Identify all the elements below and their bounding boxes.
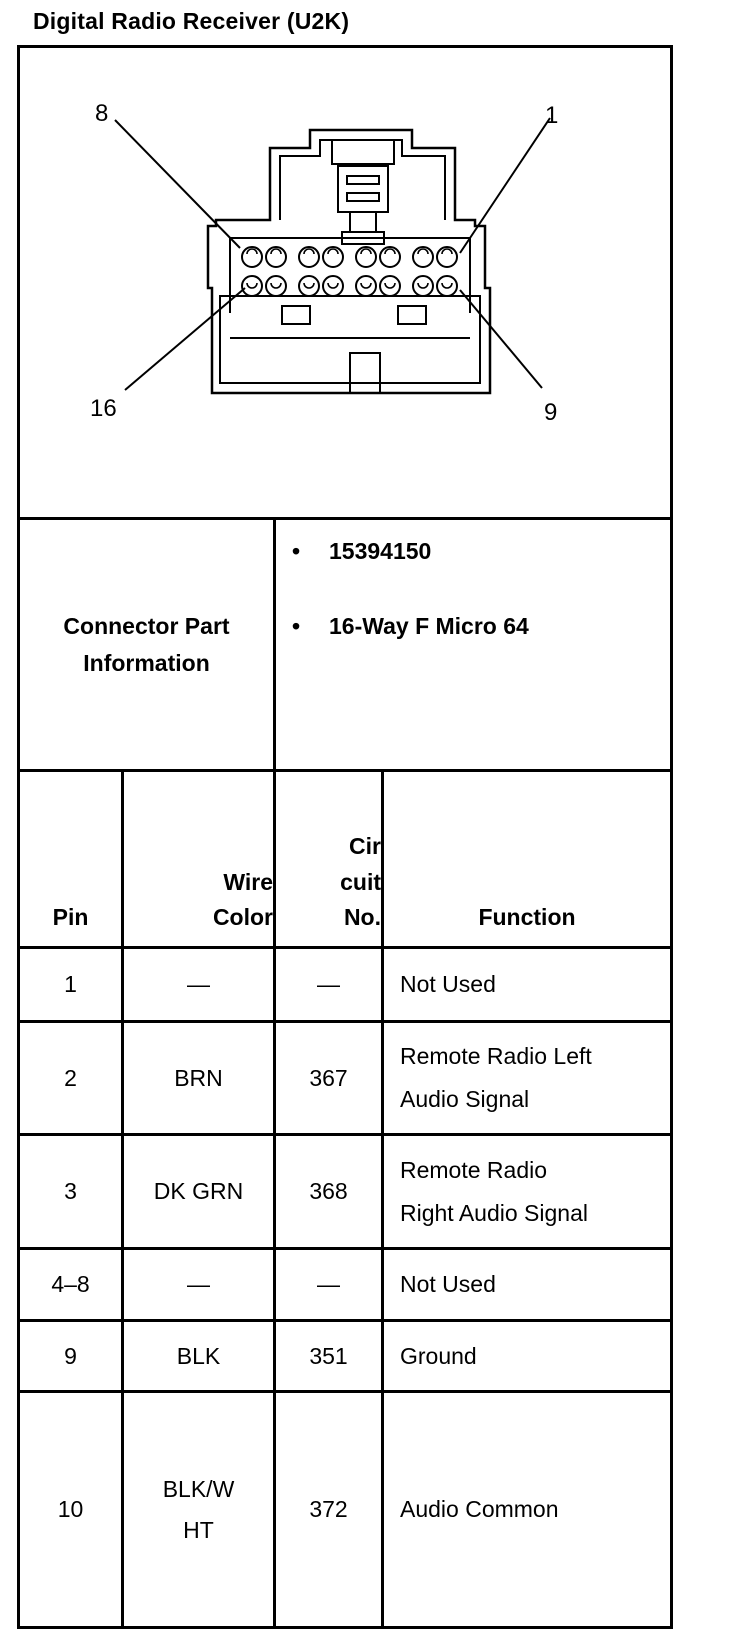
row6-wire-color: BLK/W HT (162, 1476, 235, 1543)
pin-label-8: 8 (95, 100, 109, 127)
cavity-terminal (247, 249, 257, 254)
pin-label-1: 1 (545, 102, 559, 129)
connector-cavity (323, 247, 343, 267)
connector-cavity (437, 247, 457, 267)
cavity-terminal (304, 249, 314, 254)
connector-cavity (413, 276, 433, 296)
connector-cavity (380, 276, 400, 296)
cavity-terminal (418, 249, 428, 254)
row5-pin: 9 (64, 1342, 77, 1369)
pin-label-9: 9 (544, 399, 558, 426)
page-title: Digital Radio Receiver (U2K) (33, 8, 350, 34)
row2-pin: 2 (64, 1064, 77, 1091)
connector-part-label-line2: Information (83, 649, 210, 676)
row2-wire-color: BRN (174, 1064, 223, 1091)
connector-cavity (380, 247, 400, 267)
row2-function: Remote Radio Left Audio Signal (400, 1043, 592, 1112)
cavity-terminal (442, 283, 452, 288)
row3-circuit: 368 (309, 1178, 348, 1205)
cavity-terminal (247, 283, 257, 288)
row3-pin: 3 (64, 1178, 77, 1205)
connector-cavity (299, 276, 319, 296)
connector-cavity (266, 276, 286, 296)
header-function: Function (478, 904, 576, 931)
cavity-terminal (361, 283, 371, 288)
cavity-terminal (361, 249, 371, 254)
row5-wire-color: BLK (176, 1342, 221, 1369)
connector-cavity (413, 247, 433, 267)
connector-cavity (299, 247, 319, 267)
header-circuit-no: Cir cuit No. (340, 833, 381, 931)
cavity-terminal (271, 249, 281, 254)
row1-pin: 1 (64, 971, 77, 998)
row6-circuit: 372 (309, 1496, 348, 1523)
connector-cavity (437, 276, 457, 296)
pin-label-16: 16 (90, 395, 117, 422)
row6-function: Audio Common (400, 1496, 559, 1523)
row1-function: Not Used (400, 971, 496, 998)
connector-description: • 16-Way F Micro 64 (292, 613, 529, 639)
cavity-terminal (385, 249, 395, 254)
connector-cavity (242, 247, 262, 267)
row3-function: Remote Radio Right Audio Signal (400, 1156, 588, 1226)
cavity-terminal (442, 249, 452, 254)
row2-circuit: 367 (309, 1064, 348, 1091)
connector-cavity (242, 276, 262, 296)
row4-function: Not Used (400, 1271, 496, 1298)
header-pin: Pin (52, 904, 89, 931)
row1-wire-color: — (187, 971, 210, 998)
row4-pin: 4–8 (51, 1271, 90, 1298)
cavity-terminal (328, 249, 338, 254)
row3-wire-color: DK GRN (153, 1178, 244, 1205)
row5-function: Ground (400, 1342, 477, 1369)
connector-diagram (20, 48, 670, 518)
row1-circuit: — (317, 971, 340, 998)
connector-cavity (356, 247, 376, 267)
header-wire-color: Wire Color (212, 868, 273, 931)
connector-cavity (356, 276, 376, 296)
cavity-terminal (271, 283, 281, 288)
cavity-terminal (328, 283, 338, 288)
row5-circuit: 351 (309, 1342, 348, 1369)
connector-cavity (266, 247, 286, 267)
row4-wire-color: — (187, 1271, 210, 1298)
cavity-terminal (418, 283, 428, 288)
connector-cavity (323, 276, 343, 296)
cavity-terminal (385, 283, 395, 288)
row6-pin: 10 (57, 1496, 84, 1523)
connector-part-label-line1: Connector Part (63, 612, 230, 639)
connector-part-info-label (20, 520, 273, 769)
cavity-terminal (304, 283, 314, 288)
row4-circuit: — (317, 1271, 340, 1298)
connector-part-number: • 15394150 (292, 538, 432, 564)
